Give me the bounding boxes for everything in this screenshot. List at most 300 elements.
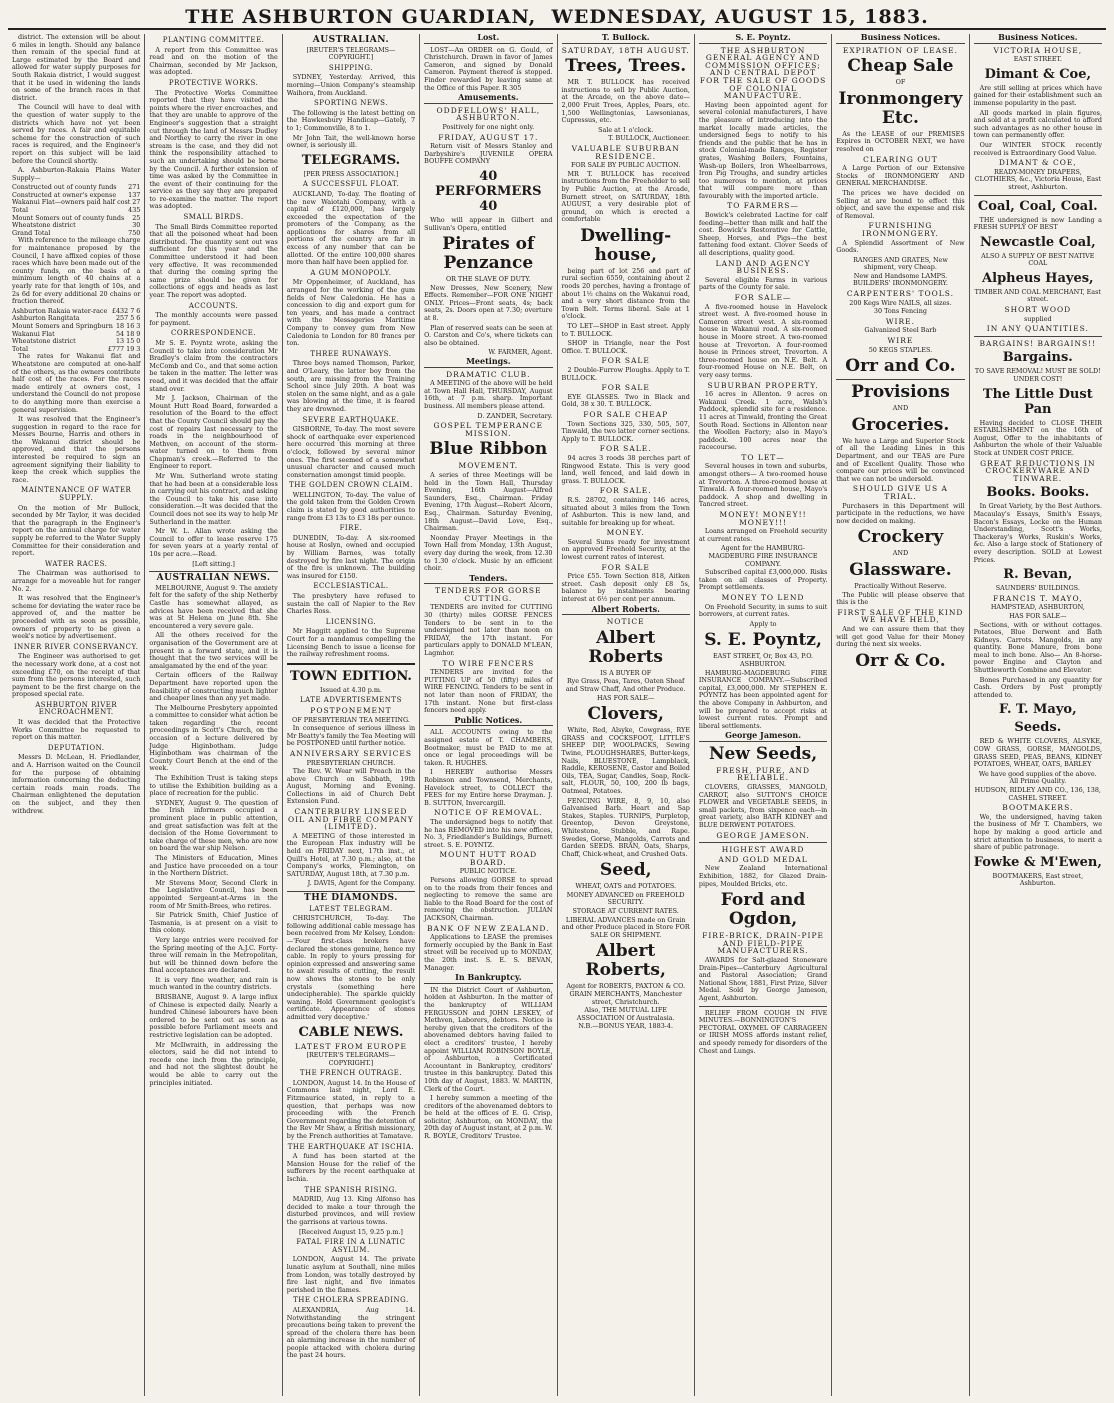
row-value: 27 — [132, 198, 141, 207]
section-header: Business Notices. — [974, 34, 1102, 44]
albert-roberts-display: Albert Roberts, — [585, 941, 666, 981]
newcastle-display: Newcastle Coal, — [979, 234, 1096, 250]
ad-paragraph: CLOVERS, GRASSES, MANGOLD, CARROT, also SUTTON'S CHOICE FLOWER and VEGETABLE SEEDS, in small packets, from sixpence each—in great variety, also BATH KIDNEY and BLUE DERWENT POTATOES. — [698, 783, 828, 830]
glassware-display: Glassware. — [849, 559, 952, 580]
ad-paragraph: I HEREBY authorise Messrs Robinson and Townsend, Merchants, Havelock street, to COLLECT the FEES for my Entire horse Drayman. J. B. SUTTON, Invercargill. — [424, 768, 553, 807]
section-header: George Jameson. — [699, 732, 827, 742]
blue-ribbon-display: Blue Ribbon — [429, 439, 548, 460]
article-paragraph: The Melbourne Presbytery appointed a committee to consider what action be taken regarding the recent proceedings in Scott's Church, on the occasion of a lecture delivered by Judge Higinbotham. Judge Higinbotham was chairman of the County Court Bench at the end of the week. — [149, 703, 278, 773]
ad-line: RANGES AND GRATES, New shipment, very Cheap. — [853, 255, 948, 272]
ad-heading: FOR SALE — [601, 356, 650, 366]
table-row — [12, 199, 140, 207]
article-paragraph: Mr Wm. Sutherland wrote stating that he had been at a considerable loss in carrying out his contract, and asking the Council to take his case into consideration.—It was decided that the Council does not see its way to help Mr Sutherland in the matter. — [149, 472, 278, 526]
ad-paragraph: Are still selling at prices which have gained for their establishment such an immense popularity in the past. — [973, 83, 1102, 107]
ad-line: We have good supplies of the above. All Prime Quality. — [978, 769, 1097, 786]
article-paragraph: The Protective Works Committee reported that they have visited the points where the river encroaches, and that they are unable to approve of the Engineer's suggestion that a straight cut through the land of Messrs Dudley and Northey to carry the river in one stream is the case, and they did not think the responsibility attached to such an undertaking should be borne by the Council. A further extension of time was asked by the Committee in the event of their continuing for the service as they say they are prepared to re-examine the matter. The report was adopted. — [149, 88, 278, 211]
article-paragraph: Very large entries were received for the Spring meeting of the A.J.C. Forty-three will remain in the Metropolitan, but will be thinned down before the final acceptances are declared. — [149, 935, 278, 975]
row-value: 13 15 0 — [115, 337, 141, 346]
row-label: Ashburton Rakaia water-race — [12, 306, 108, 315]
ad-paragraph: EYE GLASSES. Two in Black and Gold, 38 x 30. T. BULLOCK. — [561, 392, 690, 409]
divider — [974, 336, 1102, 337]
telegrams-heading: TELEGRAMS. — [301, 152, 401, 168]
ad-paragraph: And we can assure them that they will get good Value for their Money during the next six weeks. — [836, 624, 965, 649]
ad-paragraph: MR T. BULLOCK has received instructions to sell by Public Auction, at the Arcade, on the above date— 2,000 Fruit Trees, Apples, Pears, etc. 1,500 Wellingtonias, Lawsonianas, Cupressus, etc. — [561, 78, 690, 125]
ad-line: 200 Kegs Wire NAILS, all sizes. — [849, 298, 952, 307]
article-paragraph: Sir Patrick Smith, Chief Justice of Tasmania, is at present on a visit to this colony. — [149, 911, 278, 935]
ad-paragraph: The undersigned begs to notify that he has REMOVED into his new offices, No. 3, Friedlander's Buildings, Burnett street. S. E. POYNTZ. — [424, 817, 553, 849]
article-paragraph: Mr John Tait, the well-known horse owner, is seriously ill. — [286, 133, 416, 150]
row-label: Constructed at owner's expense — [12, 190, 117, 199]
divider — [699, 842, 827, 843]
ad-paragraph: TENDERS are invited for CUTTING 30 (thirty) miles GORSE FENCES Tenders to be sent in to the undersigned not later than noon on FRIDAY, the 17th instant. For particulars apply to DONALD M'LEAN, Lagmhor. — [424, 603, 553, 658]
divider — [287, 891, 415, 892]
ad-line: AND — [892, 549, 909, 558]
ad-paragraph: New Zealand International Exhibition, 1882, for Glazed Drain-pipes, Moulded Bricks, etc. — [698, 864, 828, 888]
columns — [8, 34, 1106, 1396]
ad-paragraph: We, the undersigned, having taken the business of Mr T. Chambers, we hope by making a good article and strict attention to business, to merit a share of public patronage. — [973, 812, 1102, 852]
ad-line: 30 Tons Fencing — [873, 307, 927, 316]
row-value: 435 — [128, 206, 141, 215]
section-heading: AUSTRALIAN. — [312, 35, 390, 45]
ad-paragraph: A MEETING of the above will be held at Town Hall Hall, THURSDAY, August 16th, at 7 p.m. sharp. Important business. All members please attend. — [424, 379, 553, 410]
ad-subheading: OF PRESBYTERIAN TEA MEETING. — [291, 715, 410, 724]
ad-heading: IN ANY QUANTITIES. — [986, 324, 1089, 334]
ad-heading: FOR SALE— — [734, 293, 792, 302]
article-paragraph: The following is the latest betting on the Hawkesbury Handicap—Gately, 7 to 1; Commonville, 8 to 1. — [286, 108, 416, 132]
ad-paragraph: We have a Large and Superior Stock of all the Leading Lines in this Department, and our TEAS are Pure and of Excellent Quality. Those who compare our prices will be convinced that we can not be undersold. — [836, 436, 965, 483]
ad-line: Agent for the HAMBURG-MAGDEBURG FIRE INSURANCE COMPANY. — [708, 544, 818, 568]
ad-line: supplied — [1024, 314, 1052, 323]
mayo-display: F. T. Mayo, — [999, 702, 1077, 718]
section-heading: SMALL BIRDS. — [183, 213, 244, 222]
ad-paragraph: The Public will please observe that this is the — [836, 590, 965, 607]
ad-line: BOOTMAKERS, East street, Ashburton. — [992, 871, 1084, 888]
ad-heading: TENDERS FOR GORSE CUTTING. — [435, 586, 542, 603]
ad-line: ALSO A SUPPLY OF BEST NATIVE COAL — [981, 251, 1095, 268]
section-heading: PROTECTIVE WORKS. — [168, 78, 259, 87]
ad-heading: TO WIRE FENCERS — [442, 658, 535, 668]
ad-line: MONEY ADVANCED on FREEHOLD SECURITY. — [566, 890, 685, 907]
ad-paragraph: A five-roomed house in Havelock street west. A five-roomed house in Cameron street west. A six-roomed house in Wakanui road. A six-roomed house in Moore street. A two-roomed house at Trevorton. A four-roomed house in Princes street, Trevorton. A three-roomed house on N.E. Belt. A four-roomed House on N.E. Belt, on very easy terms. — [698, 302, 828, 379]
column-1 — [8, 34, 145, 1396]
section-heading: LATEST TELEGRAM. — [309, 904, 393, 913]
groceries-display: Groceries. — [851, 414, 950, 435]
ad-heading: WIRE. — [885, 316, 916, 326]
ad-subheading: PRESBYTERIAN CHURCH. — [306, 758, 396, 767]
ad-paragraph: 2 Double-Furrow Ploughs. Apply to T. BULLOCK. — [561, 366, 690, 382]
section-heading: SEVERE EARTHQUAKE. — [302, 415, 400, 424]
orr-display: Orr & Co. — [855, 650, 946, 671]
clovers-display: Clovers, — [587, 704, 664, 725]
ad-heading: VALUABLE SUBURBAN RESIDENCE. — [571, 143, 680, 161]
ad-line: Positively for one night only. — [442, 122, 535, 131]
section-heading: THE FRENCH OUTRAGE. — [299, 1069, 403, 1078]
article-paragraph: Certain officers of the Railway Department have reported upon the feasibility of constructing much lighter and cheaper lines than any yet made. — [149, 671, 278, 703]
ad-line: LIBERAL ADVANCES made on Grain and other Produce placed in Store FOR SALE OR SHIPMENT. — [561, 915, 690, 939]
ad-heading: POSTPONEMENT — [310, 705, 392, 715]
section-heading: SPORTING NEWS. — [313, 99, 388, 108]
ad-line: TO SAVE REMOVAL! MUST BE SOLD! UNDER COST! — [974, 367, 1101, 384]
ad-heading: FRANCIS T. MAYO, — [993, 593, 1083, 603]
article-paragraph: It was resolved that the Engineer's scheme for deviating the water race be approved of, and the matter be proceeded with as soon as possible, owners of property to be given a week's notice by advertisement. — [12, 594, 141, 641]
ad-paragraph: In Great Variety, by the Best Authors. Macaulay's Essays, Smith's Essays, Bacon's Essays, Locke on the Human Understanding, Scott's Works, Thackeray's Works, Ruskin's Works, &c. Also a large stock of Stationery of every description. SOLD at Lowest Prices. — [973, 502, 1102, 564]
article-paragraph: The Exhibition Trust is taking steps to utilise the Exhibition building as a place of recreation for the public. — [149, 774, 278, 798]
town-edition-heading: TOWN EDITION. — [289, 668, 412, 684]
ad-heading: FIRE-BRICK, DRAIN-PIPE AND FIELD-PIPE MANUFACTURERS. — [702, 931, 824, 956]
section-header: In Bankruptcy. — [424, 974, 552, 984]
ad-heading: MOUNT HUTT ROAD BOARD. — [439, 850, 538, 867]
section-heading: THE EARTHQUAKE AT ISCHIA. — [287, 1142, 415, 1151]
ad-paragraph: As the LEASE of our PREMISES Expires in OCTOBER NEXT, we have resolved on — [836, 129, 965, 153]
ad-line: AND — [892, 404, 909, 413]
article-paragraph: Mr W. L. Allan wrote asking the Council to offer to lease reserve 175 for seven years at a yearly rental of 10s per acre.—Read. — [149, 527, 278, 558]
article-paragraph: Mr Haggitt applied to the Supreme Court for a mandamus compelling the Licensing Bench to issue a license for the railway refreshment rooms. — [286, 627, 416, 659]
article-paragraph: It was decided that the Protective Works Committee be requested to report on this matter. — [12, 718, 141, 742]
section-header: T. Bullock. — [562, 34, 690, 44]
orr-display: Orr and Co. — [845, 356, 956, 377]
ad-heading: VICTORIA HOUSE, — [993, 45, 1083, 55]
cheap-sale-display: Cheap Sale — [847, 56, 954, 77]
bargains-display: Bargains. — [1002, 350, 1073, 366]
ad-heading: WIRE — [887, 336, 914, 346]
ad-paragraph: Having been appointed agent for several colonial manufacturers, I have the pleasure of introducing into the market locally made articles, the undersigned begs to notify to his friends and the public that he has in stock Colonial-made Ranges, Register grates, Washing Boilers, Fountains, Wash-up Boilers, Iron Wheelbarrows, Iron Pig Troughs, and sundry articles too numerous to mention, at prices that will compare more than favourably with the imported article. — [698, 100, 828, 200]
ad-heading: TO LET— — [741, 452, 785, 462]
bevan-display: R. Bevan, — [1003, 567, 1073, 583]
divider — [149, 571, 277, 572]
ad-heading: NOTICE OF REMOVAL. — [434, 808, 543, 818]
row-value: 137 — [128, 190, 141, 199]
ad-heading: MONEY. — [606, 528, 645, 538]
ad-paragraph: Persons allowing GORSE to spread on to the roads from their fences and neglecting to remove the same are liable to the Road Board for the cost of removing the obstruction. JULIAN JACKSON, Chairman. — [424, 876, 553, 923]
article-paragraph: Mr J. Jackson, Chairman of the Mount Hutt Road Board, forwarded a resolution of the Board to the effect that the County Council should pay the cost of repairs last necessary to the roads in the neighbourhood of Methven, on account of the storm-water turned on to them from Chapman's creek.—Referred to the Engineer to report. — [149, 394, 278, 471]
article-paragraph: With reference to the mileage charge for maintenance proposed by the Council, I have affixed copies of those races which have been made out of the county funds, on the basis of a minimum length of 40 chains at a yearly rate for that length of 10s, and 2s 6d for every additional 20 chains or fraction thereof. — [12, 236, 141, 306]
ad-paragraph: Loans arranged on Freehold security at current rates. — [698, 527, 828, 543]
article-paragraph: In consequence of serious illness in Mr Beatty's family the Tea Meeting will be POSTPONED until further notice. — [286, 724, 416, 748]
ad-heading: MONEY! MONEY!! MONEY!!! — [719, 510, 807, 527]
article-paragraph: On the motion of Mr Bullock, seconded by Mr Taylor, it was decided that the paragraph in the Engineer's report on the annual charge for water supply be referred to the Water Supply Committee for their consideration and report. — [12, 503, 141, 558]
row-value: 750 — [128, 228, 141, 237]
article-paragraph: The Chairman was authorised to arrange for a moveable hut for ranger No. 2. — [12, 569, 141, 593]
column-3 — [283, 34, 420, 1396]
ad-line: Agent for ROBERTS, PAXTON & CO. GRAIN MERCHANTS, Manchester street, Christchurch. — [566, 982, 685, 1006]
ad-line: READY-MONEY DRAPERS, CLOTHIERS, &c., Victoria House, East street, Ashburton. — [974, 167, 1101, 191]
ad-signature: T. BULLOCK, Auctioneer. — [608, 134, 690, 143]
article-paragraph: It was resolved that the Engineer's suggestion in regard to the race for Messrs Bourne, Harris and others in the Wakanui district should be approved, and that the persons interested be required to sign an agreement signifying their liability to keep the creek which supplies the race. — [12, 415, 141, 484]
credit-line: [PER PRESS ASSOCIATION.] — [303, 169, 399, 178]
row-label: Wakanui Flat — [12, 329, 55, 338]
ad-paragraph: Having decided to CLOSE THEIR ESTABLISHMENT on the 16th of August, Offer to the inhabitants of Ashburton the whole of their Valuable Stock at UNDER COST PRICE. — [973, 418, 1102, 457]
column-8 — [970, 34, 1106, 1396]
article-paragraph: All the others received for the organisation of the Government are at present in a forward state, and it is thought that the two services will be amalgamated by the end of the year. — [149, 631, 278, 670]
article-paragraph: DUNEDIN, To-day. A six-roomed house at Roslyn, owned and occupied by William Barnes, was totally destroyed by fire last night. The origin of the fire is unknown. The building was insured for £150. — [286, 533, 416, 580]
ad-paragraph: A Splendid Assortment of New Goods. — [836, 238, 965, 255]
section-heading: CORRESPONDENCE. — [170, 329, 257, 338]
article-paragraph: A fund has been started at the Mansion House for the relief of the sufferers by the recent earthquake at Ischia. — [286, 1152, 416, 1183]
ad-line: Practically Without Reserve. — [854, 581, 947, 590]
ad-heading: LAND AND AGENCY BUSINESS. — [715, 258, 811, 276]
ad-paragraph: Applications to LEASE the premises formerly occupied by the Bank in East street will be received up to MONDAY, the 20th inst. S. E. S. BEVAN, Manager. — [424, 933, 553, 972]
divider — [836, 379, 964, 380]
ad-paragraph: HAMBURG-MAGDEBURG FIRE INSURANCE COMPANY.—Subscribed capital, £3,000,000. Mr STEPHEN E. POYNTZ has been appointed agent for the above Company in Ashburton, and will be prepared to accept risks at lowest current rates. Prompt and liberal settlements. — [698, 668, 828, 730]
ad-paragraph: Purchasers in this Department will participate in the reductions, we have now decided on making. — [836, 501, 965, 525]
poyntz-display: S. E. Poyntz, — [704, 630, 822, 651]
town-edition-sub: Issued at 4.30 p.m. — [319, 685, 382, 694]
masthead-title: THE ASHBURTON GUARDIAN, — [185, 6, 537, 28]
ad-paragraph: White, Red, Alsyke, Cowgrass, RYE GRASS and COCKSFOOT, LITTLE'S SHEEP DIP, WOOLPACKS, Sewing Twine, PLOUGHSHARES, Butter-kegs, Nails, BLUESTONE, Lampblack, Raddle, KEROSENE, Castor and Boiled Oils, TEA, Sugar, Candles, Soap, Rock-salt, FLOUR, 50, 100, 200 lb bags, Oatmeal, Potatoes. — [561, 726, 690, 795]
ad-heading: BANK OF NEW ZEALAND. — [427, 923, 550, 933]
section-heading: ECCLESIASTICAL. — [313, 582, 389, 591]
ad-paragraph: Plan of reserved seats can be seen at O. Carston and Co's, where tickets can also be obtained. — [424, 323, 553, 347]
column-5 — [558, 34, 695, 1396]
ford-ogdon-display: Ford and Ogdon, — [720, 890, 806, 930]
ad-paragraph: New Dresses, New Scenery, New Effects. Remember—FOR ONE NIGHT ONLY. Prices—Front seats, 4s; back seats, 2s. Doors open at 7.30; overture at 8. — [424, 283, 553, 323]
article-paragraph: Mr Oppenheimer, of Auckland, has arranged for the working of the gum fields of New Caledonia. He has a concession to dig and export gum for ten years, and has made a contract with the Messageries Maritime Company to convey gum from New Caledonia to London for 80 francs per ton. — [286, 278, 416, 348]
section-header: Lost. — [424, 34, 552, 44]
ad-heading: MOVEMENT. — [458, 461, 519, 471]
ad-line: TIMBER AND COAL MERCHANT, East street. — [974, 287, 1101, 304]
section-heading: A SUCCESSFUL FLOAT. — [302, 180, 400, 189]
article-paragraph: AUCKLAND, To-day. The floating of the new Waiotahi Company, with a capital of £120,000, has largely exceeded the expectation of the promoters of the Company, as the applications for shares from all portions of the country are far in excess of any number that can be allotted. Of the entire 100,000 shares more than half have been applied for. — [286, 189, 416, 267]
credit-line: [REUTER'S TELEGRAMS—COPYRIGHT.] — [306, 1051, 396, 1067]
ad-paragraph: FENCING WIRE, 8, 9, 10, also Galvanised Barb. Heart and Sap Stakes, Staples. TURNIPS, Purpletop, Greentop, Devon Greystone, Whitestone, Stubble, and Rape. Swedes, Gorse, Mangolds, Carrots and Garden SEEDS. BRAN, Oats, Sharps, Chaff, Chick-wheat, and Crushed Oats. — [561, 796, 690, 858]
ad-paragraph: Several Sums ready for investment on approved Freehold Security, at the lowest current rates of interest. — [561, 537, 690, 562]
credit-line: [REUTER'S TELEGRAMS—COPYRIGHT.] — [306, 45, 396, 62]
ad-heading: FURNISHING IRONMONGERY. — [861, 221, 939, 238]
section-heading: INNER RIVER CONSERVANCY. — [13, 642, 139, 651]
column-4 — [420, 34, 557, 1396]
ad-heading: FOR SALE — [601, 383, 650, 393]
ad-heading: SHOULD GIVE US A TRIAL. — [852, 484, 948, 501]
ad-line: Sale at 1 o'clock. — [598, 125, 654, 134]
pirates-display: Pirates of Penzance — [442, 234, 535, 274]
row-value: £432 7 6 — [111, 306, 141, 315]
ad-paragraph: Noonday Prayer Meetings in the Town Hall from Monday, 13th August, every day during the week, from 12.30 to 1.30 o'clock. Music by an efficient choir. — [424, 533, 553, 573]
new-seeds-display: New Seeds, — [708, 743, 818, 764]
ad-paragraph: SHOP in Triangle, near the Post Office. T. BULLOCK. — [561, 339, 690, 355]
ad-paragraph: A Large Portion of our Extensive Stocks of IRONMONGERY AND GENERAL MERCHANDISE. — [836, 164, 965, 188]
section-header: Amusements. — [424, 94, 552, 104]
ad-heading: ANNIVERSARY SERVICES — [289, 748, 412, 758]
ad-line: Galvanized Steel Barb — [864, 326, 937, 335]
ad-heading: CARPENTERS' TOOLS. — [846, 289, 954, 299]
ad-heading: NOTICE — [606, 617, 645, 627]
ad-paragraph: On Freehold Security, in sums to suit borrowers, at current rates. — [698, 602, 828, 619]
ad-paragraph: TO LET—SHOP in East street. Apply to T. BULLOCK. — [561, 322, 690, 338]
received-note: [Received August 15, 9.25 p.m.] — [298, 1227, 403, 1236]
article-paragraph: Mr McIlwraith, in addressing the electors, said he did not intend to recede one inch from the principle, and had not the slightest doubt he would be able to carry out the principles initiated. — [149, 1040, 278, 1087]
ad-paragraph: RED & WHITE CLOVERS, ALSYKE, COW GRASS, GORSE, MANGOLDS, GRASS SEED, PEAS, BEANS, KIDNEY POTATOES, WHEAT, OATS, BARLEY — [973, 737, 1102, 769]
article-paragraph: GISBORNE, To-day. The most severe shock of earthquake ever experienced here occurred this morning at three o'clock, followed by several minor ones. The first seemed of a somewhat unusual character and caused much consternation amongst timid people. — [286, 425, 416, 479]
ad-paragraph: 94 acres 3 roods 38 perches part of Ringwood Estate. This is very good land, well fenced, and laid down in grass. T. BULLOCK. — [561, 453, 690, 485]
section-heading: DEPUTATION. — [47, 743, 105, 752]
ad-paragraph: Several eligible Farms in various parts of the County for sale. — [698, 275, 828, 292]
ad-heading: GREAT REDUCTIONS IN CROCKERYWARE AND TINWARE. — [980, 458, 1096, 483]
article-paragraph: Mr S. E. Poyntz wrote, asking the Council to take into consideration Mr Bradley's claim from the contractors McComb and Co., and that some action be taken in the matter. The letter was read, and it was decided that the affair stand over. — [149, 338, 278, 393]
masthead — [8, 6, 1106, 30]
article-paragraph: The Engineer was authorised to get the necessary work done, at a cost not exceeding £70, on the receipt of that sum from the persons interested, such payment to be the first charge on the proposed special rate. — [12, 652, 141, 699]
ad-heading: GOSPEL TEMPERANCE MISSION. — [433, 421, 544, 438]
left-sitting: [Left sitting.] — [192, 559, 235, 568]
ad-paragraph: Subscribed capital £3,000,000. Risks taken on all classes of Property. Prompt settlements. — [698, 568, 828, 592]
ad-line: Rye Grass, Peas, Tares, Oaten Sheaf and Straw Chaff, And other Produce. — [565, 677, 686, 693]
ad-heading: HIGHEST AWARD — [721, 845, 805, 855]
row-label: Wakanui Flat—owners paid half cost — [12, 198, 131, 207]
row-label: Wheatstone district — [12, 337, 76, 346]
ad-heading: THE ASHBURTON GENERAL AGENCY AND COMMISSION OFFICES; AND CENTRAL DEPOT FOR THE SALE OF GOODS OF COLONIAL MANUFACTURE. — [699, 45, 827, 101]
ad-line: PUBLIC NOTICE. — [459, 867, 517, 876]
ad-paragraph: Several houses in town and suburbs, amongst others— A two-roomed house at Trevorton. A three-roomed house at Tinwald. A four-roomed house, Mayo's paddock. A shop and dwelling in Tancred street. — [698, 462, 828, 509]
article-paragraph: LONDON, August 14. The private lunatic asylum at Southall, nine miles from London, was totally destroyed by fire last night, and five inmates perished in the flames. — [286, 1255, 416, 1294]
ad-heading: EXPIRATION OF LEASE. — [842, 45, 959, 55]
article-paragraph: The Ministers of Education, Mines and Justice have proceeded on a tour in the Northern District. — [149, 853, 278, 878]
row-label: Total — [12, 344, 29, 353]
section-heading: A GUM MONOPOLY. — [310, 268, 392, 277]
row-value: £777 19 3 — [107, 344, 141, 353]
column-2 — [145, 34, 282, 1396]
ad-heading: FRESH, PURE, AND RELIABLE. — [716, 765, 810, 783]
ad-line: SAUNDERS' BUILDINGS. — [995, 584, 1080, 593]
section-heading: THE DIAMONDS. — [304, 893, 398, 903]
ad-line: EAST STREET, Or, Box 43, P.O. ASHBURTON. — [713, 652, 814, 668]
row-label: Grand Total — [12, 228, 51, 237]
article-paragraph: The presbytery have refused to sustain the call of Napier to the Rev Charles Ross. — [286, 592, 416, 616]
section-header: Business Notices. — [836, 34, 964, 44]
row-label: Total — [12, 206, 29, 215]
trees-display: Trees, Trees. — [565, 56, 687, 77]
article-paragraph: A MEETING of those interested in the European Flax industry will be held on FRIDAY next, 17th inst., at Quill's Hotel, at 7.30 p.m.; also, at the Company's works, Flemington, on SATURDAY, August 18th, at 7.30 p.m. — [286, 831, 416, 878]
ironmongery-display: Ironmongery Etc. — [838, 88, 963, 128]
ad-heading: SHORT WOOD — [1004, 305, 1072, 315]
ad-heading: FRIDAY, AUGUST 17. — [438, 132, 539, 142]
section-header: Albert Roberts. — [562, 606, 690, 616]
ad-line: New and Handsome LAMPS. BUILDERS' IRONMONGERY. — [852, 271, 948, 288]
section-heading: LICENSING. — [325, 617, 377, 626]
ad-paragraph: TENDERS are invited for the PUTTING UP of 50 (fifty) miles of WIRE FENCING. Tenders to be sent in not later than noon of FRIDAY, the 17th instant. None but first-class fencers need apply. — [424, 668, 553, 715]
ad-line: WHEAT, OATS and POTATOES. — [575, 882, 677, 891]
dwelling-display: Dwelling-house, — [580, 225, 672, 265]
ad-paragraph: being part of lot 256 and part of rural section 6559, containing about 2 roods 20 perches, having a frontage of about 1½ chains on the Wakanui road, and a very short distance from the Town Belt. Terms liberal. Sale at 1 o'clock. — [561, 266, 690, 321]
section-heading: THE CHOLERA SPREADING. — [293, 1296, 409, 1305]
article-paragraph: LONDON, August 14. In the House of Commons last night, Lord E. Fitzmaurice stated, in reply to a question, that perhaps was now proceeding with the French Government regarding the detention of the Rev Mr Shaw, a British missionary, by the French authorities at Tamatave. — [286, 1078, 416, 1141]
row-value: 30 — [132, 221, 141, 230]
ad-line: IS A BUYER OF — [600, 668, 652, 677]
ad-paragraph: All goods marked in plain figures, and sold at a profit calculated to afford such advantages as no other house in town can permanently offer. — [973, 108, 1102, 140]
article-paragraph: ALEXANDRIA, Aug 14. Notwithstanding the stringent precautions being taken to prevent the spread of the cholera there has been an alarming increase in the number of people attacked with cholera during the past 24 hours. — [286, 1305, 416, 1360]
cable-sub: LATEST FROM EUROPE — [294, 1041, 408, 1051]
cable-news-heading: CABLE NEWS. — [298, 1024, 404, 1040]
seeds-display: Seeds. — [1014, 720, 1062, 736]
performers-display: 40 PERFORMERS 40 — [435, 168, 542, 214]
ad-heading: MONEY TO LEND — [721, 592, 805, 602]
article-paragraph: It is very fine weather, and rain is much wanted in the country districts. — [149, 975, 278, 992]
section-heading: FIRE. — [339, 524, 363, 533]
ad-heading: AND GOLD MEDAL — [718, 854, 808, 864]
list-title: A. Ashburton-Rakaia Plains Water Supply— — [12, 166, 141, 182]
ad-line: N.B.—BONUS YEAR, 1883-4. — [578, 1022, 674, 1031]
ad-heading: DIMANT & COE, — [998, 158, 1077, 168]
ad-line: STORAGE AT CURRENT RATES. — [572, 907, 679, 916]
ad-paragraph: Town Sections 325, 330, 505, 507, Tinwald, the two latter corner sections. Apply to T. BULLOCK. — [561, 419, 690, 443]
section-heading: PLANTING COMMITTEE. — [162, 36, 265, 44]
section-heading: LATE ADVERTISEMENTS — [299, 696, 402, 705]
ad-paragraph: Our WINTER STOCK recently received is Extraordinary Good Value. — [973, 140, 1102, 157]
ad-heading: CLEARING OUT — [863, 154, 938, 164]
section-heading: FATAL FIRE IN A LUNATIC ASYLUM. — [296, 1238, 406, 1254]
article-paragraph: A report from this Committee was read and on the motion of the Chairman, seconded by Mr Jackson, was adopted. — [149, 45, 278, 77]
row-value: 18 16 3 — [115, 321, 141, 330]
section-header: Tenders. — [424, 575, 552, 585]
row-value: 257 5 6 — [115, 314, 141, 323]
ad-signature: D. ZANDER, Secretary. — [477, 411, 553, 420]
row-label: Constructed out of county funds — [12, 183, 117, 192]
row-label: Mount Somers and Springburn — [12, 321, 113, 330]
ad-paragraph: I hereby summon a meeting of the creditors of the abovenamed debtors to be held at the offices of E. G. Crisp, solicitor, Ashburton, on MONDAY, the 20th day of August instant, at 2 p.m. W. R. BOYLE, Creditors' Trustee. — [424, 1094, 553, 1141]
alpheus-display: Alpheus Hayes, — [982, 270, 1094, 286]
ad-heading: FIRST SALE OF THE KIND WE HAVE HELD, — [837, 607, 964, 625]
ad-paragraph: LOST—An ORDER on G. Gould, of Christchurch. Drawn in favor of James Cameron, and signed by Donald Cameron. Payment thereof is stopped. Finder rewarded by leaving same at the Office of this Paper. R 305 — [424, 45, 553, 92]
ad-paragraph: The prices we have decided on Selling at are bound to effect this object, and save the expense and risk of Removal. — [836, 188, 965, 220]
divider — [287, 663, 415, 665]
article-paragraph: SYDNEY, Yesterday. Arrived, this morning—Union Company's steamship Waihora, from Auckland. — [286, 73, 416, 97]
article-paragraph: The monthly accounts were passed for payment. — [149, 311, 278, 327]
ad-line: 50 KEGS STAPLES. — [868, 345, 933, 354]
ad-paragraph: Return visit of Messrs Stanley and Darbyshire's JUVENILE OPERA BOUFFE COMPANY — [424, 142, 553, 166]
section-heading: ACCOUNTS. — [188, 301, 239, 310]
ad-line: HAMPSTEAD, ASHBURTON, — [990, 603, 1085, 612]
ad-paragraph: THE undersigned is now Landing a FRESH SUPPLY OF BEST — [973, 215, 1102, 232]
books-display: Books. Books. — [986, 485, 1090, 501]
coal-display: Coal, Coal, Coal. — [977, 198, 1098, 214]
ad-signature: J. DAVIS, Agent for the Company. — [307, 879, 416, 888]
divider — [974, 195, 1102, 196]
ad-line: HAS FOR SALE— — [596, 693, 655, 702]
article-paragraph: Mr Stevens Moor, Second Clerk in the Legislative Council, has been appointed Sergeant-at-Arms in the room of Mr Smith-Brees, who retires. — [149, 878, 278, 910]
article-paragraph: MADRID, Aug 13. King Alfonso has decided to make a tour through the disturbed provinces, and will review the garrisons at various towns. — [286, 1195, 416, 1226]
ad-paragraph: 16 acres in Allenton. 9 acres on Wakanui Creek. 1 acre, Walsh's Paddock, splendid site for a residence. 11 acres at Tinwald, fronting the Great South Road. Sections in Allenton near the Woollen Factory; also in Mayo's paddock. 100 acres near the racecourse. — [698, 390, 828, 452]
provisions-display: Provisions — [851, 382, 950, 403]
ad-paragraph: Bowick's celebrated Lactine for calf feeding—better than milk and half the cost. Bowick's Restorative for Cattle, Sheep, Horses, and Pigs—the best fattening food extant. Clover Seeds of all descriptions, quality good. — [698, 211, 828, 258]
section-header: S. E. Poyntz. — [699, 34, 827, 44]
ad-paragraph: AWARDS for Salt-glazed Stoneware Drain-Pipes—Canterbury Agricultural and Pastoral Association; Grand National Show, 1881, First Prize, Silver Medal. Sold by George Jameson, Agent, Ashburton. — [698, 955, 828, 1002]
ad-line: EAST STREET. — [1013, 55, 1062, 64]
ad-line: FOR SALE BY PUBLIC AUCTION. — [571, 161, 681, 170]
ad-line: Apply to — [749, 619, 777, 628]
article-paragraph: district. The extension will be about 6 miles in length. Should any balance then remain of the special fund at Large estimated by the Board and allowed for water supply purposes for South Rakaia district, I would suggest that it be used in widening the lands on some of the branch races in that district. — [12, 34, 141, 102]
ad-signature: W. FARMER, Agent. — [488, 348, 553, 357]
section-header: Meetings. — [424, 358, 552, 368]
ad-heading: GEORGE JAMESON. — [716, 830, 810, 840]
row-value: 25 — [132, 213, 141, 222]
ad-heading: SUBURBAN PROPERTY. — [707, 380, 819, 390]
ad-paragraph: Price £55. Town Section 818, Aitken street. Cash deposit only £8 5s, balance by instalments bearing interest at 6½ per cent per annum. — [561, 572, 690, 604]
ad-heading: FOR SALE. — [599, 444, 652, 454]
crockery-display: Crockery — [857, 527, 944, 548]
row-label: Wheatstone district — [12, 221, 76, 230]
divider — [699, 1006, 827, 1007]
article-paragraph: The Small Birds Committee reported that all the poisoned wheat had been distributed. The quantity sent out was sufficient for this year and the Committee understood it had been very effective. It was recommended that during the coming spring the same prize should be given for collections of eggs and heads as last year. The report was adopted. — [149, 222, 278, 299]
ad-heading: FOR SALE — [601, 562, 650, 572]
row-label: Mount Somers out of county funds — [12, 213, 125, 222]
ad-heading: DRAMATIC CLUB. — [446, 369, 531, 379]
column-6 — [695, 34, 832, 1396]
ad-heading: SATURDAY, 18TH AUGUST. — [561, 45, 690, 55]
ad-paragraph: Bones Purchased in any quantity for Cash. Orders by Post promptly attended to. — [973, 675, 1102, 699]
seed-display: Seed, — [599, 860, 652, 881]
ad-heading: CANTERBURY LINSEED OIL AND FIBRE COMPANY (LIMITED). — [287, 807, 414, 832]
ad-heading: BOOTMAKERS. — [1002, 803, 1074, 813]
fowke-display: Fowke & M'Ewen, — [973, 854, 1102, 870]
article-paragraph: CHRISTCHURCH, To-day. The following additional cable message has been received from Mr Kelsey, London:—'Four first-class brokers have declared the stones genuine, hence my cable. In reply to yours pressing for opinion expressed and answering same to await results of cutting, the result now shows the stones to be only crystals (something here undecipherable). The sparkle quickly waning. Hold Government geologist's certificate. Appearance of stones admitted very deceptive.' — [286, 914, 416, 1021]
